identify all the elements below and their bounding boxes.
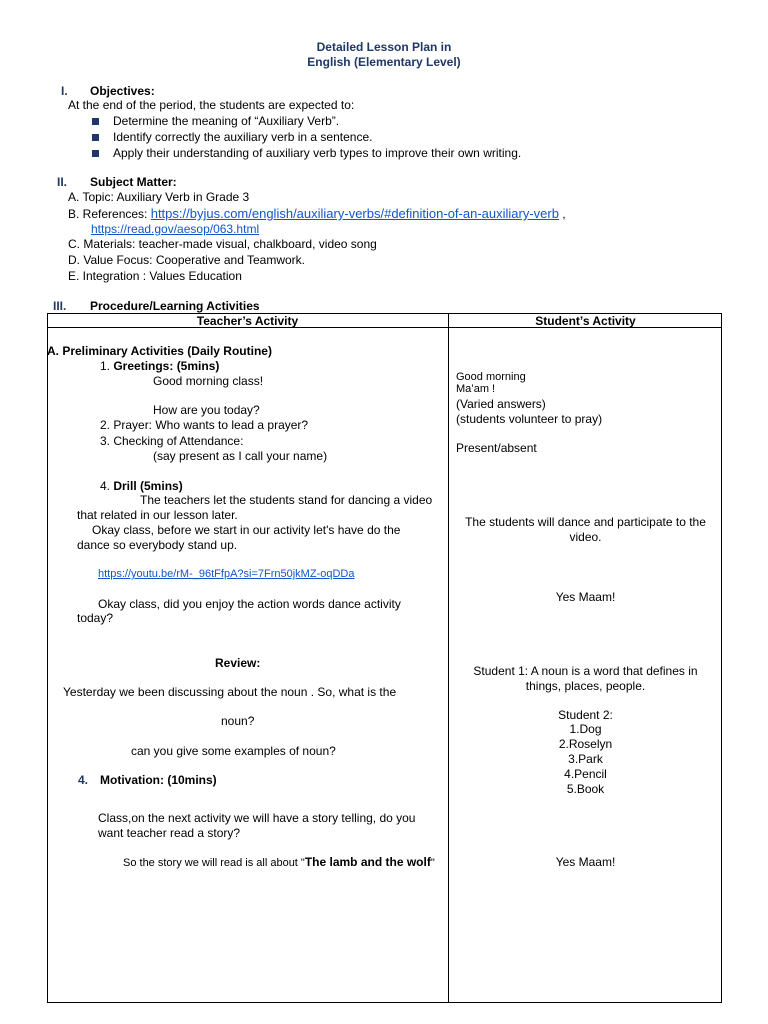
objective-item: Identify correctly the auxiliary verb in a sentence. <box>113 130 373 144</box>
review-text: can you give some examples of noun? <box>131 744 336 758</box>
bullet-square-icon <box>92 134 99 141</box>
enjoy-question: today? <box>77 611 114 625</box>
procedure-numeral: III. <box>53 299 67 313</box>
reference-link-byjus[interactable]: https://byjus.com/english/auxiliary-verbs/#definition-of-an-auxiliary-verb <box>150 206 559 221</box>
story-prefix: So the story we will read is all about " <box>123 857 305 869</box>
noun-example: 1.Dog <box>569 722 602 736</box>
activities-table <box>47 313 722 1003</box>
student-1-answer: things, places, people. <box>525 679 646 693</box>
student-activity-header: Student’s Activity <box>535 314 636 328</box>
student-yes-response: Yes Maam! <box>555 590 616 604</box>
objective-item: Apply their understanding of auxiliary verb types to improve their own writing. <box>113 146 522 160</box>
objectives-intro: At the end of the period, the students are expected to: <box>68 98 355 112</box>
greetings-heading: Greetings: (5mins) <box>113 359 220 373</box>
integration-line: E. Integration : Values Education <box>68 269 242 283</box>
teacher-activity-header: Teacher’s Activity <box>196 314 299 328</box>
review-heading: Review: <box>215 656 261 670</box>
video-link[interactable]: https://youtu.be/rM-_96tFfpA?si=7Frn50jkMZ-oqDDa <box>98 568 355 580</box>
good-morning-class: Good morning class! <box>153 374 264 388</box>
attendance-line: 3. Checking of Attendance: <box>100 434 244 448</box>
motivation-text: Class,on the next activity we will have a story telling, do you <box>98 811 416 825</box>
drill-heading: Drill (5mins) <box>113 479 183 493</box>
table-column-divider <box>448 313 449 1003</box>
student-volunteer: (students volunteer to pray) <box>456 412 603 426</box>
motivation-number: 4. <box>78 773 89 787</box>
preliminary-activities-heading: A. Preliminary Activities (Daily Routine) <box>47 344 272 358</box>
student-good-morning: Ma’am ! <box>456 383 496 395</box>
value-focus-line: D. Value Focus: Cooperative and Teamwork. <box>68 253 306 267</box>
prayer-line: 2. Prayer: Who wants to lead a prayer? <box>100 418 309 432</box>
motivation-text: want teacher read a story? <box>98 826 241 840</box>
say-present-line: (say present as I call your name) <box>153 449 328 463</box>
student-2-label: Student 2: <box>558 708 613 722</box>
greetings-line <box>100 359 219 374</box>
review-text: Yesterday we been discussing about the noun . So, what is the <box>63 685 397 699</box>
drill-text: that related in our lesson later. <box>77 508 238 522</box>
drill-text: dance so everybody stand up. <box>77 538 238 552</box>
story-title: The lamb and the wolf <box>304 855 431 869</box>
materials-line: C. Materials: teacher-made visual, chalkboard, video song <box>68 237 377 251</box>
review-text: noun? <box>221 714 255 728</box>
references-line <box>68 206 566 222</box>
enjoy-question: Okay class, did you enjoy the action words dance activity <box>98 597 401 611</box>
student-dance-response: The students will dance and participate to the <box>465 515 706 529</box>
drill-text: The teachers let the students stand for dancing a video <box>140 493 433 507</box>
noun-example: 2.Roselyn <box>558 737 613 751</box>
subject-matter-heading: Subject Matter: <box>90 175 177 189</box>
procedure-heading: Procedure/Learning Activities <box>90 299 260 313</box>
greetings-number: 1. <box>100 359 114 373</box>
student-varied-answers: (Varied answers) <box>456 397 546 411</box>
noun-example: 3.Park <box>568 752 603 766</box>
objective-item: Determine the meaning of “Auxiliary Verb”. <box>113 114 340 128</box>
reference-link-read-gov[interactable]: https://read.gov/aesop/063.html <box>91 222 260 236</box>
how-are-you: How are you today? <box>153 403 260 417</box>
student-good-morning: Good morning <box>456 371 526 383</box>
drill-line <box>100 479 183 494</box>
drill-number: 4. <box>100 479 114 493</box>
reference-separator: , <box>558 207 566 221</box>
subject-matter-numeral: II. <box>57 175 68 189</box>
story-line <box>123 855 435 871</box>
motivation-heading: Motivation: (10mins) <box>100 773 217 787</box>
objectives-heading: Objectives: <box>90 84 155 98</box>
student-1-answer: Student 1: A noun is a word that defines in <box>473 664 698 678</box>
bullet-square-icon <box>92 150 99 157</box>
objectives-numeral: I. <box>61 84 68 98</box>
student-yes-response: Yes Maam! <box>555 855 616 869</box>
bullet-square-icon <box>92 118 99 125</box>
document-subtitle: English (Elementary Level) <box>307 55 461 69</box>
student-present: Present/absent <box>456 441 537 455</box>
noun-example: 5.Book <box>566 782 605 796</box>
document-title: Detailed Lesson Plan in <box>316 40 452 54</box>
topic-line: A. Topic: Auxiliary Verb in Grade 3 <box>68 190 250 204</box>
story-suffix: " <box>430 857 435 869</box>
references-label: B. References: <box>68 207 151 221</box>
student-dance-response: video. <box>569 530 602 544</box>
noun-example: 4.Pencil <box>564 767 607 781</box>
drill-text: Okay class, before we start in our activity let's have do the <box>92 523 401 537</box>
